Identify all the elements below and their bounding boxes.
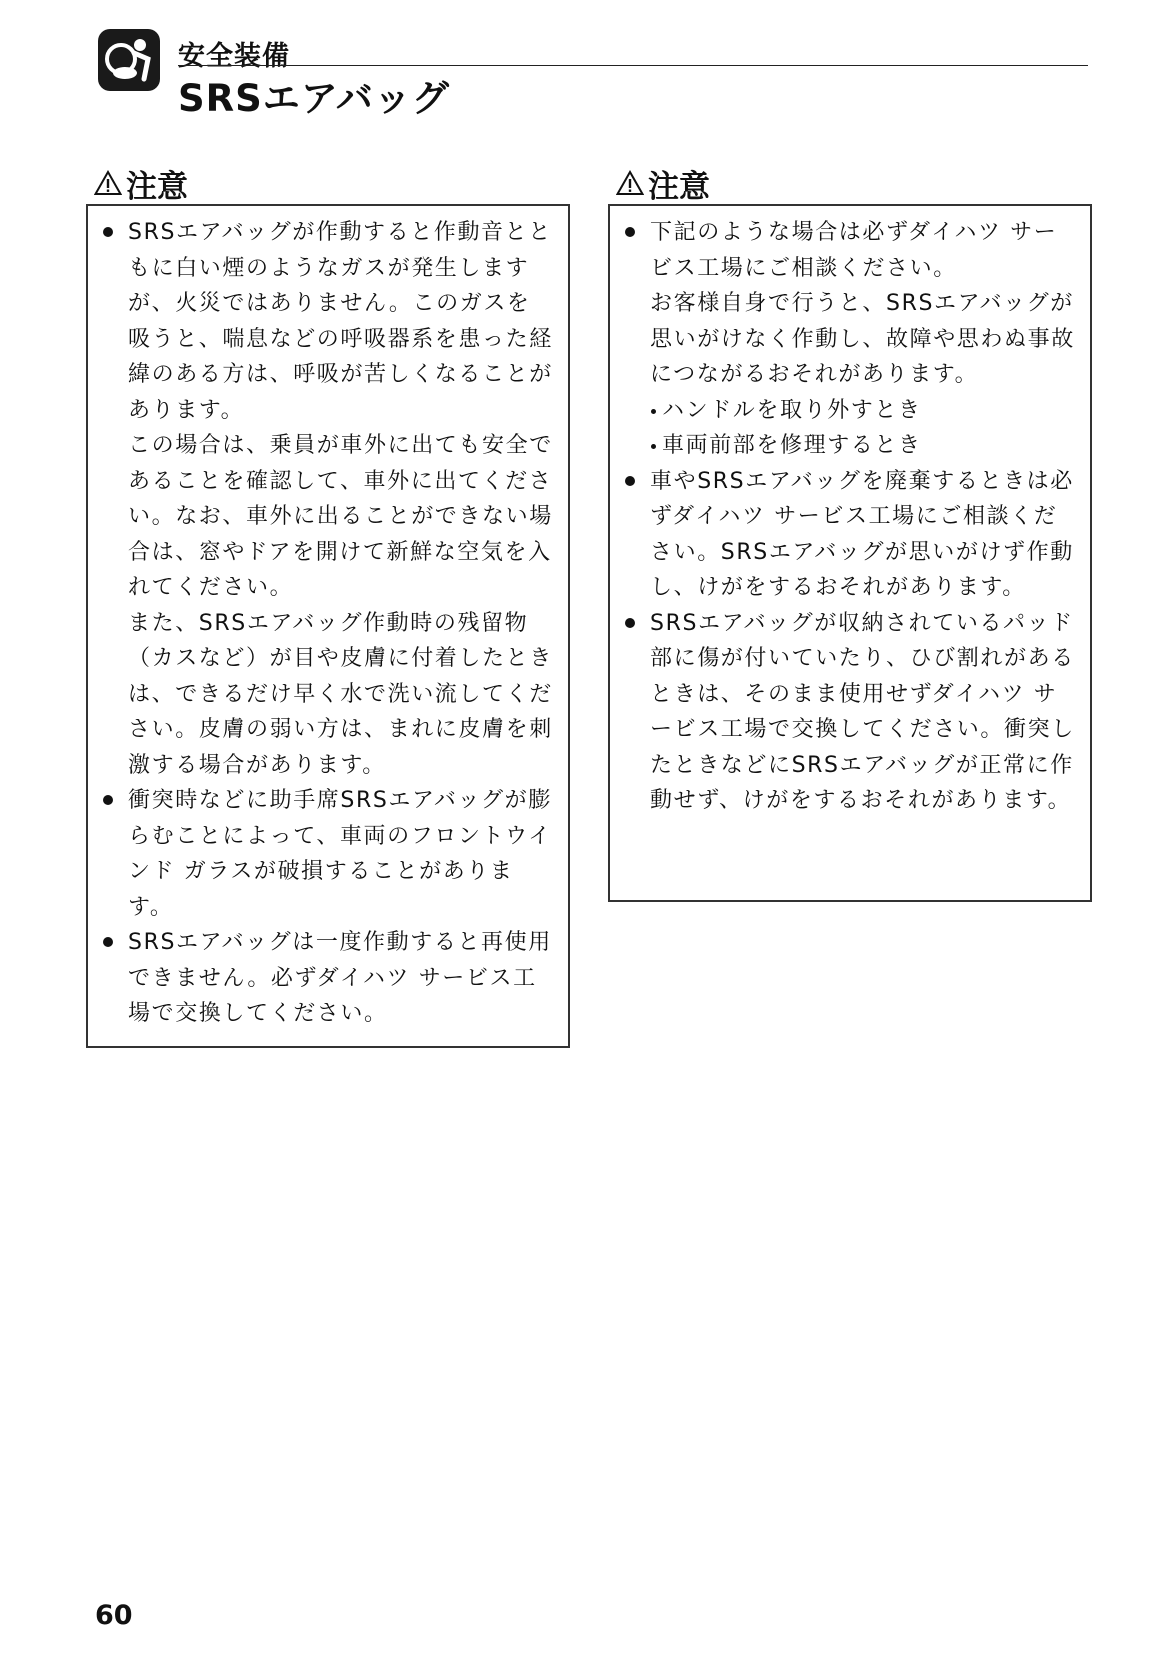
page-number: 60 <box>95 1600 133 1631</box>
caution-paragraph: また、SRSエアバッグ作動時の残留物（カスなど）が目や皮膚に付着したときは、できるだけ早く水で洗い流してください。皮膚の弱い方は、まれに皮膚を刺激する場合があります。 <box>128 610 553 778</box>
caution-sub-item: 車両前部を修理するとき <box>624 428 1076 464</box>
caution-heading-text: 注意 <box>648 168 710 205</box>
caution-item: SRSエアバッグが作動すると作動音とともに白い煙のようなガスが発生しますが、火災ではありません。このガスを吸うと、喘息などの呼吸器系を患った経緯のある方は、呼吸が苦しくなることがあります。 <box>102 215 554 428</box>
caution-item: 下記のような場合は必ずダイハツ サービス工場にご相談ください。 <box>624 215 1076 286</box>
caution-box-left <box>86 204 570 1048</box>
caution-paragraph: この場合は、乗員が車外に出ても安全であることを確認して、車外に出てください。なお、車外に出ることができない場合は、窓やドアを開けて新鮮な空気を入れてください。 <box>128 433 553 600</box>
warning-triangle-icon <box>94 170 122 196</box>
page-title: SRSエアバッグ <box>178 77 450 120</box>
caution-heading-left <box>94 165 188 205</box>
caution-item: SRSエアバッグは一度作動すると再使用できません。必ずダイハツ サービス工場で交換してください。 <box>102 925 554 1032</box>
section-label: 安全装備 <box>178 41 290 72</box>
warning-triangle-icon <box>616 170 644 196</box>
header-rule <box>178 65 1088 66</box>
caution-heading-right <box>616 165 710 205</box>
caution-item: 車やSRSエアバッグを廃棄するときは必ずダイハツ サービス工場にご相談ください。SRSエアバッグが思いがけず作動し、けがをするおそれがあります。 <box>624 464 1076 606</box>
caution-item: SRSエアバッグが収納されているパッド部に傷が付いていたり、ひび割れがあるときは、そのまま使用せずダイハツ サービス工場で交換してください。衝突したときなどにSRSエアバッグが正常に作動せず、けがをするおそれがあります。 <box>624 606 1076 819</box>
caution-sub-item: ハンドルを取り外すとき <box>624 393 1076 429</box>
caution-paragraph: お客様自身で行うと、SRSエアバッグが思いがけなく作動し、故障や思わぬ事故につながるおそれがあります。 <box>650 291 1075 387</box>
caution-heading-text: 注意 <box>126 168 188 205</box>
airbag-icon <box>98 29 160 91</box>
caution-box-right <box>608 204 1092 902</box>
caution-item: 衝突時などに助手席SRSエアバッグが膨らむことによって、車両のフロントウインド ガラスが破損することがあります。 <box>102 783 554 925</box>
